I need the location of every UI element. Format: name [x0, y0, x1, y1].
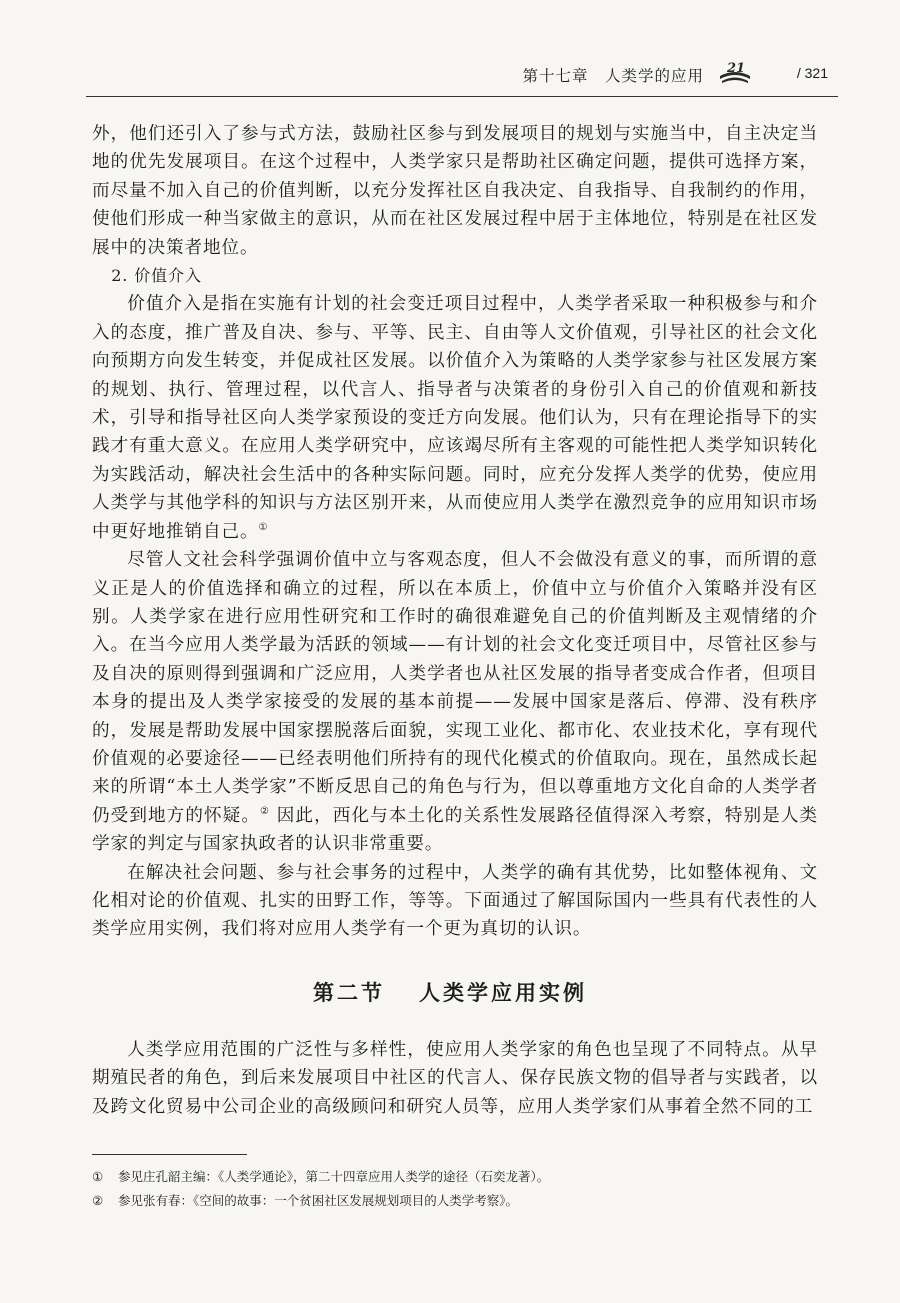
footnote-ref: ①	[258, 521, 269, 533]
paragraph: 人类学应用范围的广泛性与多样性，使应用人类学家的角色也呈现了不同特点。从早期殖民者的角色，到后来发展项目中社区的代言人、保存民族文物的倡导者与实践者，以及跨文化贸易中公司企业的高级顾问和研究人员等，应用人类学家们从事着全然不同的工	[92, 1040, 818, 1117]
section-title	[0, 977, 900, 1007]
footnote-mark: ②	[92, 1193, 104, 1208]
footnote-ref: ②	[260, 805, 271, 817]
main-text	[92, 120, 818, 944]
paragraph: 价值介入是指在实施有计划的社会变迁项目过程中，人类学者采取一种积极参与和介入的态度，推广普及自决、参与、平等、民主、自由等人文价值观，引导社区的社会文化向预期方向发生转变，并促成社区发展。以价值介入为策略的人类学家参与社区发展方案的规划、执行、管理过程，以代言人、指导者与决策者的身份引入自己的价值观和新技术，引导和指导社区向人类学家预设的变迁方向发展。他们认为，只有在理论指导下的实践才有重大意义。在应用人类学研究中，应该竭尽所有主客观的可能性把人类学知识转化为实践活动，解决社会生活中的各种实际问题。同时，应充分发挥人类学的优势，使应用人类学与其他学科的知识与方法区别开来，从而使应用人类学在激烈竞争的应用知识市场中更好地推销自己。①	[92, 294, 818, 542]
footnote-divider	[92, 1154, 247, 1155]
subsection-heading: 2. 价值介入	[111, 266, 202, 286]
footnote-text: 参见庄孔韶主编：《人类学通论》，第二十四章应用人类学的途径（石奕龙著）。	[118, 1169, 550, 1184]
paragraph: 尽管人文社会科学强调价值中立与客观态度，但人不会做没有意义的事，而所谓的意义正是人的价值选择和确立的过程，所以在本质上，价值中立与价值介入策略并没有区别。人类学家在进行应用性研究和工作时的确很难避免自己的价值判断及主观情绪的介入。在当今应用人类学最为活跃的领域——有计划的社会文化变迁项目中，尽管社区参与及自决的原则得到强调和广泛应用，人类学者也从社区发展的指导者变成合作者，但项目本身的提出及人类学家接受的发展的基本前提——发展中国家是落后、停滞、没有秩序的，发展是帮助发展中国家摆脱落后面貌，实现工业化、都市化、农业技术化，享有现代价值观的必要途径——已经表明他们所持有的现代化模式的价值取向。现在，虽然成长起来的所谓“本土人类学家”不断反思自己的角色与行为，但以尊重地方文化自命的人类学者仍受到地方的怀疑。② 因此，西化与本土化的关系性发展路径值得深入考察，特别是人类学家的判定与国家执政者的认识非常重要。	[92, 550, 818, 855]
footnote	[92, 1189, 818, 1213]
running-header	[86, 56, 838, 97]
footnote-mark: ①	[92, 1169, 104, 1184]
section-number: 第二节	[313, 981, 385, 1005]
section-text	[92, 1036, 818, 1121]
footnotes	[92, 1165, 818, 1213]
section-name: 人类学应用实例	[419, 981, 587, 1005]
paragraph: 在解决社会问题、参与社会事务的过程中，人类学的确有其优势，比如整体视角、文化相对论的价值观、扎实的田野工作，等等。下面通过了解国际国内一些具有代表性的人类学应用实例，我们将对应用人类学有一个更为真切的认识。	[92, 862, 818, 940]
book-logo-icon	[718, 58, 752, 86]
footnote-text: 参见张有春：《空间的故事：一个贫困社区发展规划项目的人类学考察》。	[118, 1193, 519, 1208]
page-number: / 321	[796, 65, 828, 81]
footnote	[92, 1165, 818, 1189]
paragraph: 外，他们还引入了参与式方法，鼓励社区参与到发展项目的规划与实施当中，自主决定当地的优先发展项目。在这个过程中，人类学家只是帮助社区确定问题，提供可选择方案，而尽量不加入自己的价值判断，以充分发挥社区自我决定、自我指导、自我制约的作用，使他们形成一种当家做主的意识，从而在社区发展过程中居于主体地位，特别是在社区发展中的决策者地位。	[92, 124, 818, 258]
chapter-title: 第十七章 人类学的应用	[522, 67, 704, 85]
svg-text:21: 21	[727, 61, 746, 76]
